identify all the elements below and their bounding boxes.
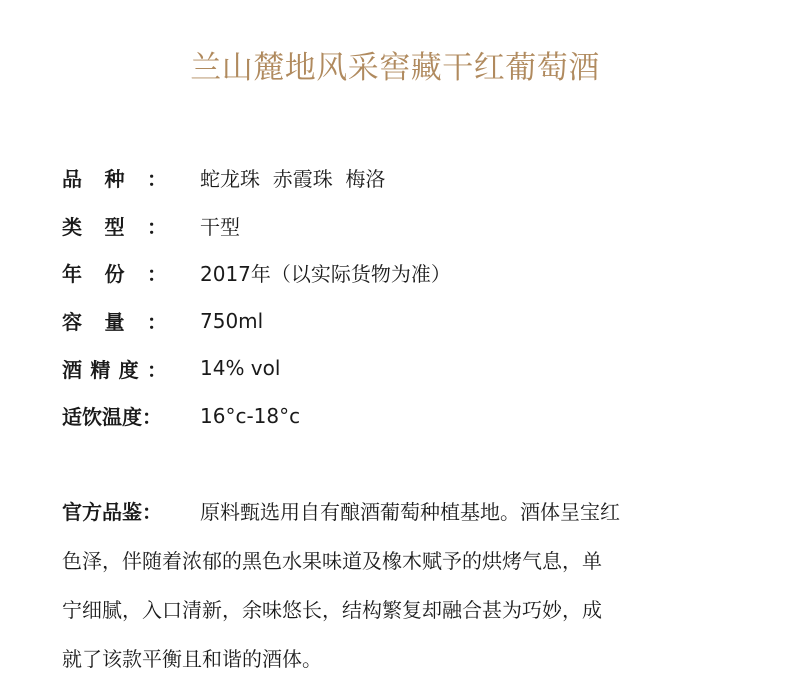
spec-label-char: 饮 (82, 405, 102, 430)
spec-value-serving-temp: 16°c-18°c (200, 403, 301, 428)
spec-label-char: 适 (62, 405, 82, 430)
spec-label-type (62, 211, 167, 240)
spec-value-variety: 蛇龙珠 赤霞珠 梅洛 (200, 167, 386, 192)
review-line (62, 584, 722, 633)
spec-label-serving-temp (62, 401, 167, 430)
spec-row-volume (62, 297, 762, 345)
spec-label-char: 种 (104, 167, 125, 192)
spec-label-vintage (62, 258, 167, 287)
spec-value-vintage: 2017年（以实际货物为准） (200, 262, 451, 287)
spec-label-char: 精 (90, 357, 111, 382)
spec-row-alcohol (62, 344, 762, 392)
spec-row-vintage (62, 249, 762, 297)
spec-value-volume: 750ml (200, 308, 264, 333)
spec-value-type: 干型 (200, 214, 240, 239)
spec-label-char: 温 (102, 405, 122, 430)
spec-value-alcohol: 14% vol (200, 356, 281, 381)
review-text-line: 色泽，伴随着浓郁的黑色水果味道及橡木赋予的烘烤气息，单 (62, 549, 602, 573)
spec-label-variety (62, 163, 167, 192)
spec-row-variety (62, 154, 762, 202)
spec-row-serving-temp (62, 392, 762, 440)
spec-label-colon: ： (147, 214, 167, 239)
review-text-line: 原料甄选用自有酿酒葡萄种植基地。酒体呈宝红 (200, 500, 620, 524)
spec-label-char: 型 (104, 214, 125, 239)
review-line (62, 486, 722, 535)
spec-label-char: 度 (122, 405, 142, 430)
review-line (62, 633, 722, 682)
review-line (62, 535, 722, 584)
review-text-line: 宁细腻，入口清新，余味悠长，结构繁复却融合甚为巧妙，成 (62, 598, 602, 622)
spec-label-colon: ： (147, 262, 167, 287)
spec-label-char: 类 (62, 214, 82, 239)
spec-label-char: 度 (118, 357, 139, 382)
review-text-line: 就了该款平衡且和谐的酒体。 (62, 647, 322, 671)
spec-label-alcohol (62, 354, 167, 383)
official-tasting-notes (62, 486, 722, 682)
spec-label-colon: ： (146, 357, 167, 382)
spec-label-colon: ： (147, 310, 167, 335)
review-label: 官方品鉴： (62, 500, 162, 524)
spec-label-char: 品 (62, 167, 82, 192)
spec-label-colon: ： (142, 405, 162, 430)
spec-label-volume (62, 306, 167, 335)
spec-list (62, 154, 762, 440)
spec-label-char: 份 (104, 262, 125, 287)
spec-label-char: 容 (62, 310, 82, 335)
product-title: 兰山麓地风采窖藏干红葡萄酒 (190, 50, 600, 86)
spec-label-char: 量 (104, 310, 125, 335)
spec-label-char: 年 (62, 262, 82, 287)
spec-row-type (62, 202, 762, 250)
spec-label-char: 酒 (62, 357, 82, 382)
spec-label-colon: ： (147, 167, 167, 192)
